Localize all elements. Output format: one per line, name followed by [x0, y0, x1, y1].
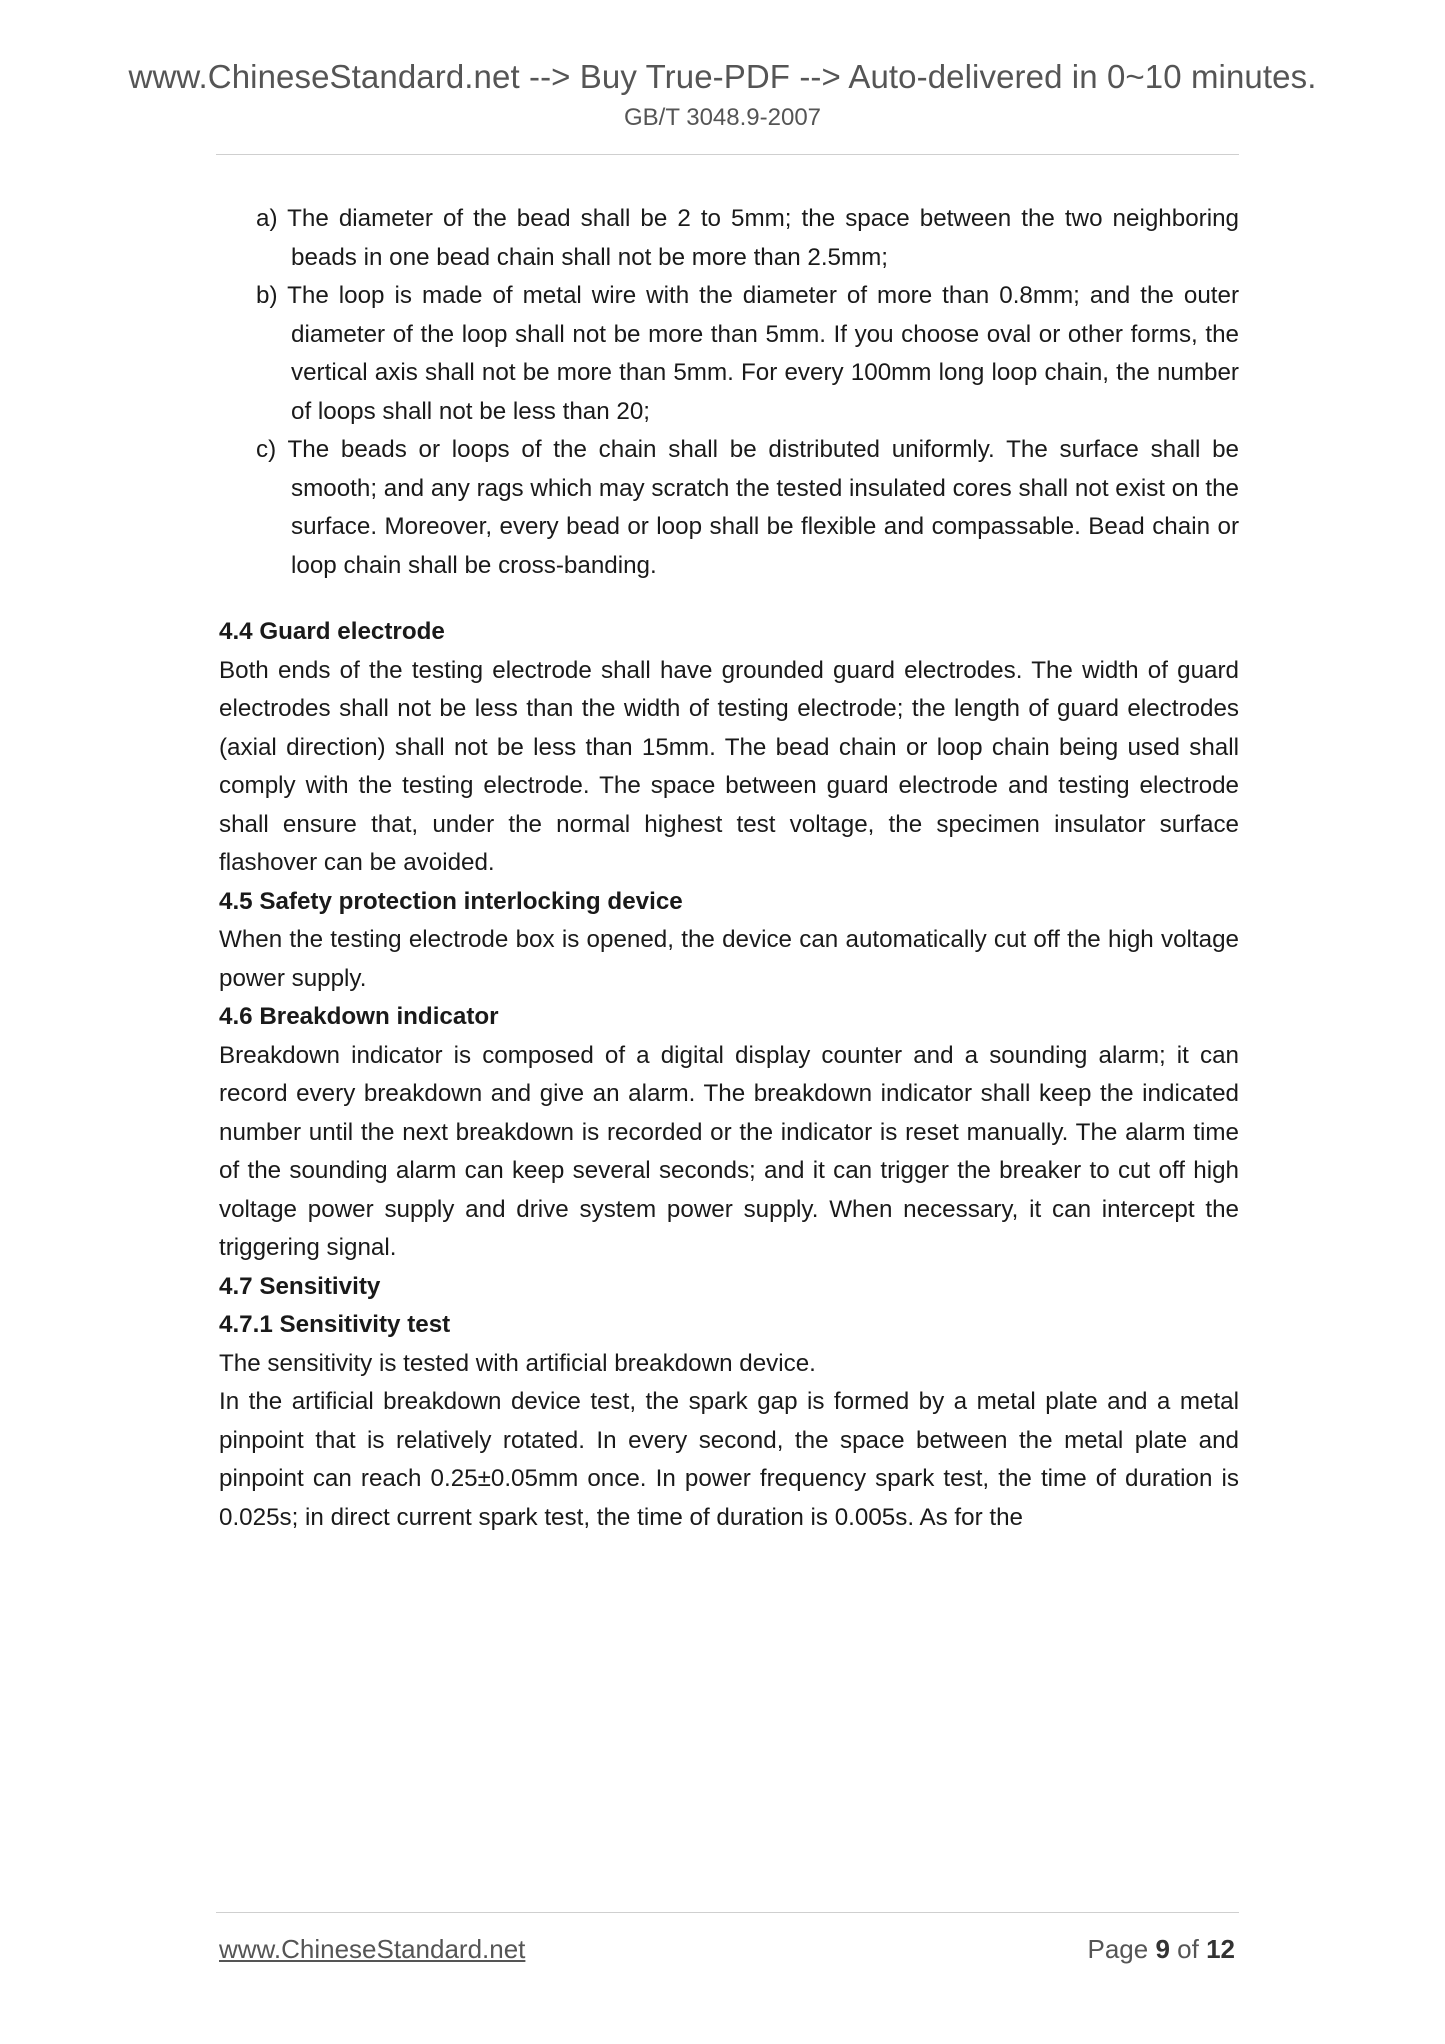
page-total: 12 — [1206, 1934, 1235, 1964]
section-heading-4-7-1: 4.7.1 Sensitivity test — [219, 1311, 451, 1338]
list-text: The beads or loops of the chain shall be distributed uniformly. The surface shall be smooth; and any rags which may scratch the tested insulated cores shall not exist on the surface. Moreover, every bead or loop shall be flexible and compassable. Bead chain or loop chain shall be cross-banding. — [287, 436, 1239, 579]
list-item — [219, 200, 1239, 277]
section-heading-4-5: 4.5 Safety protection interlocking device — [219, 887, 683, 915]
header-divider — [216, 154, 1239, 155]
body-content — [219, 200, 1239, 1537]
list-text: The loop is made of metal wire with the diameter of more than 0.8mm; and the outer diameter of the loop shall not be more than 5mm. If you choose oval or other forms, the vertical axis shall not be more than 5mm. For every 100mm long loop chain, the number of loops shall not be less than 20; — [287, 282, 1239, 425]
page-current: 9 — [1155, 1934, 1170, 1964]
list-item — [219, 277, 1239, 431]
section-heading-4-4: 4.4 Guard electrode — [219, 618, 445, 645]
footer-site-link[interactable]: www.ChineseStandard.net — [219, 1934, 526, 1964]
list-marker: c) — [256, 436, 277, 463]
footer-divider — [216, 1912, 1239, 1913]
standard-number: GB/T 3048.9-2007 — [623, 104, 822, 131]
section-heading-4-7: 4.7 Sensitivity — [219, 1272, 381, 1300]
section-paragraph: When the testing electrode box is opened, the device can automatically cut off the high voltage power supply. — [219, 926, 1239, 992]
section-paragraph: The sensitivity is tested with artificial breakdown device. — [219, 1349, 816, 1377]
list-marker: b) — [256, 282, 278, 309]
section-paragraph: Both ends of the testing electrode shall have grounded guard electrodes. The width of guard electrodes shall not be less than the width of testing electrode; the length of guard electrodes (axial direction) shall not be less than 15mm. The bead chain or loop chain being used shall comply with the testing electrode. The space between guard electrode and testing electrode shall ensure that, under the normal highest test voltage, the specimen insulator surface flashover can be avoided. — [219, 656, 1239, 876]
page-indicator: Page 9 of 12 — [1087, 1934, 1235, 1964]
section-paragraph: In the artificial breakdown device test, the spark gap is formed by a metal plate and a metal pinpoint that is relatively rotated. In every second, the space between the metal plate and pinpoint can reach 0.25±0.05mm once. In power frequency spark test, the time of duration is 0.025s; in direct current spark test, the time of duration is 0.005s. As for the — [219, 1388, 1239, 1531]
list-item — [219, 431, 1239, 585]
section-heading-4-6: 4.6 Breakdown indicator — [219, 1003, 499, 1030]
list-marker: a) — [256, 205, 278, 232]
list-text: The diameter of the bead shall be 2 to 5mm; the space between the two neighboring beads in one bead chain shall not be more than 2.5mm; — [287, 205, 1239, 271]
header-banner-link[interactable]: www.ChineseStandard.net --> Buy True-PDF --> Auto-delivered in 0~10 minutes. — [128, 58, 1317, 95]
section-paragraph: Breakdown indicator is composed of a digital display counter and a sounding alarm; it can record every breakdown and give an alarm. The breakdown indicator shall keep the indicated number until the next breakdown is recorded or the indicator is reset manually. The alarm time of the sounding alarm can keep several seconds; and it can trigger the breaker to cut off high voltage power supply and drive system power supply. When necessary, it can intercept the triggering signal. — [219, 1041, 1239, 1261]
page-footer — [219, 1934, 1235, 1965]
